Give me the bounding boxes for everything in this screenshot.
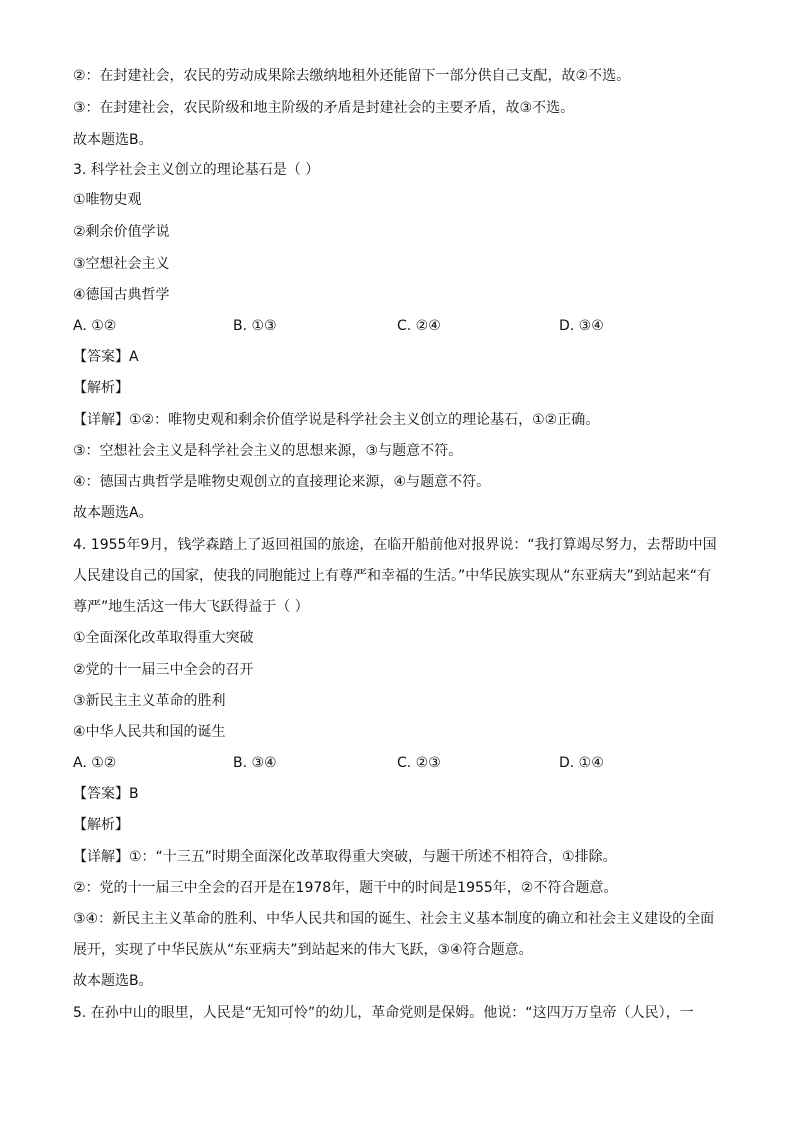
text-line: 人民建设自己的国家，使我的同胞能过上有尊严和幸福的生活。”中华民族实现从“东亚病夫”到站起来“有 <box>73 568 712 584</box>
text-line: ④：德国古典哲学是唯物史观创立的直接理论来源，④与题意不符。 <box>73 474 491 490</box>
statement-item: ①全面深化改革取得重大突破 <box>73 630 254 646</box>
statement-item: ③新民主主义革命的胜利 <box>73 693 226 709</box>
statement-item: ②党的十一届三中全会的召开 <box>73 662 254 678</box>
option-c: C. ②③ <box>397 755 441 771</box>
text-line: ③：空想社会主义是科学社会主义的思想来源，③与题意不符。 <box>73 443 463 459</box>
text-line: 【详解】①②：唯物史观和剩余价值学说是科学社会主义创立的理论基石，①②正确。 <box>73 412 600 428</box>
option-d: D. ③④ <box>559 318 604 334</box>
text-line: ②：在封建社会，农民的劳动成果除去缴纳地租外还能留下一部分供自己支配，故②不选。 <box>73 68 631 84</box>
text-line: ③④：新民主主义革命的胜利、中华人民共和国的诞生、社会主义基本制度的确立和社会主义建设的全面 <box>73 911 715 927</box>
option-c: C. ②④ <box>397 318 441 334</box>
text-line: ③：在封建社会，农民阶级和地主阶级的矛盾是封建社会的主要矛盾，故③不选。 <box>73 100 575 116</box>
option-a: A. ①② <box>73 318 117 334</box>
text-line: 尊严”地生活这一伟大飞跃得益于（ ） <box>73 599 309 615</box>
statement-item: ①唯物史观 <box>73 192 142 208</box>
answer-label: 【答案】A <box>73 349 139 365</box>
option-a: A. ①② <box>73 755 117 771</box>
statement-item: ③空想社会主义 <box>73 256 170 272</box>
analysis-label: 【解析】 <box>73 380 129 396</box>
answer-label: 【答案】B <box>73 786 139 802</box>
statement-item: ④中华人民共和国的诞生 <box>73 724 226 740</box>
text-line: 【详解】①：“十三五”时期全面深化改革取得重大突破，与题干所述不相符合，①排除。 <box>73 849 617 865</box>
text-line: 故本题选A。 <box>73 505 153 521</box>
statement-item: ④德国古典哲学 <box>73 287 170 303</box>
text-line: 故本题选B。 <box>73 132 153 148</box>
text-line: ②：党的十一届三中全会的召开是在1978年，题干中的时间是1955年，②不符合题意。 <box>73 880 618 896</box>
question-3-stem: 3. 科学社会主义创立的理论基石是（ ） <box>73 162 320 178</box>
question-5-stem: 5. 在孙中山的眼里，人民是“无知可怜”的幼儿，革命党则是保姆。他说：“这四万万皇帝（人民），一 <box>73 1005 694 1021</box>
statement-item: ②剩余价值学说 <box>73 224 170 240</box>
question-4-stem: 4. 1955年9月，钱学森踏上了返回祖国的旅途，在临开船前他对报界说：“我打算竭尽努力，去帮助中国 <box>73 537 717 553</box>
text-line: 展开，实现了中华民族从“东亚病夫”到站起来的伟大飞跃，③④符合题意。 <box>73 942 533 958</box>
option-b: B. ①③ <box>233 318 277 334</box>
option-b: B. ③④ <box>233 755 277 771</box>
option-d: D. ①④ <box>559 755 604 771</box>
text-line: 故本题选B。 <box>73 973 153 989</box>
analysis-label: 【解析】 <box>73 817 129 833</box>
